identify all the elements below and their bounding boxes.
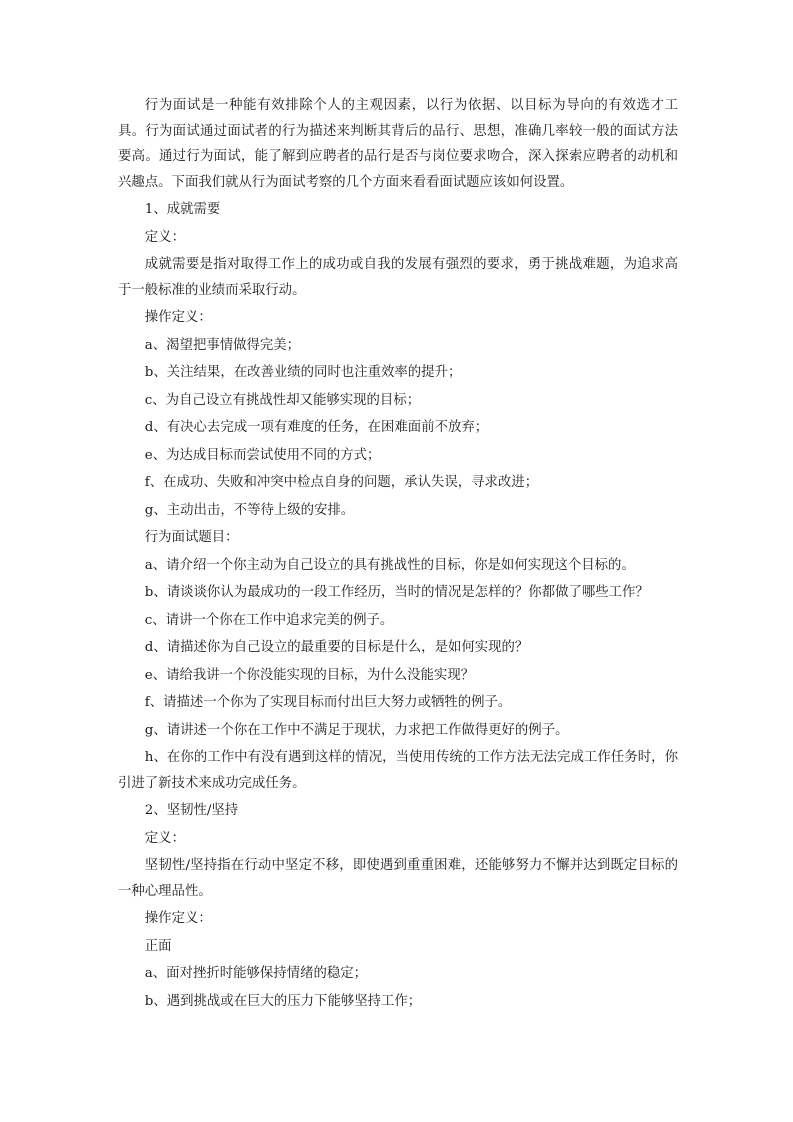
operational-definition-label: 操作定义： (144, 310, 212, 326)
positive-label: 正面 (144, 938, 172, 954)
definition-text: 成就需要是指对取得工作上的成功或自我的发展有强烈的要求，勇于挑战难题，为追求高于一般标准的业绩而采取行动。 (118, 257, 678, 298)
question-item: c、请讲一个你在工作中追求完美的例子。 (144, 612, 394, 628)
document-page (118, 93, 678, 1016)
section-heading-achievement: 1、成就需要 (144, 202, 221, 218)
question-item: f、请描述一个你为了实现目标而付出巨大努力或牺牲的例子。 (144, 695, 512, 711)
list-item: a、面对挫折时能够保持情绪的稳定； (144, 966, 368, 982)
question-item: g、请讲述一个你在工作中不满足于现状，力求把工作做得更好的例子。 (144, 722, 569, 738)
definition-label: 定义： (144, 229, 185, 245)
definition-label: 定义： (144, 830, 185, 846)
list-item: c、为自己设立有挑战性却又能够实现的目标； (144, 392, 421, 408)
question-item: a、请介绍一个你主动为自己设立的具有挑战性的目标，你是如何实现这个目标的。 (144, 557, 635, 573)
list-item: f、在成功、失败和冲突中检点自身的问题，承认失误，寻求改进； (144, 475, 539, 491)
section-heading-persistence: 2、坚韧性/坚持 (144, 803, 239, 819)
list-item: g、主动出击，不等待上级的安排。 (144, 502, 355, 518)
operational-definition-label: 操作定义： (144, 911, 212, 927)
list-item: a、渴望把事情做得完美； (144, 337, 301, 353)
intro-paragraph: 行为面试是一种能有效排除个人的主观因素，以行为依据、以目标为导向的有效选才工具。行为面试通过面试者的行为描述来判断其背后的品行、思想，准确几率较一般的面试方法要高。通过行为面试，能了解到应聘者的品行是否与岗位要求吻合，深入探索应聘者的动机和兴趣点。下面我们就从行为面试考察的几个方面来看看面试题应该如何设置。 (118, 98, 678, 190)
question-item: h、在你的工作中有没有遇到这样的情况，当使用传统的工作方法无法完成工作任务时，你引进了新技术来成功完成任务。 (118, 750, 678, 791)
question-item: e、请给我讲一个你没能实现的目标，为什么没能实现？ (144, 667, 475, 683)
list-item: b、关注结果，在改善业绩的同时也注重效率的提升； (144, 365, 462, 381)
list-item: e、为达成目标而尝试使用不同的方式； (144, 447, 381, 463)
list-item: b、遇到挑战或在巨大的压力下能够坚持工作； (144, 993, 422, 1009)
question-item: b、请谈谈你认为最成功的一段工作经历，当时的情况是怎样的？你都做了哪些工作？ (144, 585, 649, 601)
interview-questions-label: 行为面试题目： (144, 530, 239, 546)
question-item: d、请描述你为自己设立的最重要的目标是什么，是如何实现的？ (144, 640, 529, 656)
definition-text: 坚韧性/坚持指在行动中坚定不移，即使遇到重重困难，还能够努力不懈并达到既定目标的一种心理品性。 (118, 858, 678, 899)
list-item: d、有决心去完成一项有难度的任务，在困难面前不放弃； (144, 420, 489, 436)
